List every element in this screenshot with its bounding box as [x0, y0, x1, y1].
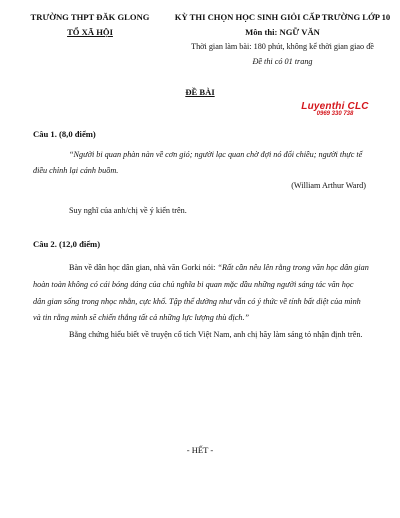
- question1-quote-line2: điều chỉnh lại cánh buồm.: [33, 166, 119, 175]
- question1-quote-line1: “Người bi quan phàn nàn về cơn gió; người lạc quan chờ đợi nó đổi chiều; người thực tế: [69, 150, 363, 159]
- question2-quote-start: “Rất cần nêu lên rằng trong văn học dân gian: [217, 263, 369, 272]
- exam-pages-note: Đề thi có 01 trang: [252, 57, 313, 66]
- exam-subject: Môn thi: NGỮ VĂN: [245, 27, 320, 37]
- question2-heading: Câu 2. (12,0 điểm): [33, 239, 101, 249]
- watermark-logo: [300, 101, 370, 117]
- exam-title: KỲ THI CHỌN HỌC SINH GIỎI CẤP TRƯỜNG LỚP 10: [174, 12, 391, 22]
- question2-quote-line4: và tin rằng mình sẽ chiến thắng tất cả những lực lượng thù địch.”: [33, 313, 250, 322]
- watermark-phone: 0969 330 738: [316, 111, 354, 117]
- question1-heading: Câu 1. (8,0 điểm): [33, 129, 96, 139]
- end-marker: - HẾT -: [186, 445, 214, 455]
- department-name: TỔ XÃ HỘI: [67, 27, 113, 37]
- question2-intro: Bàn về dân học dân gian, nhà văn Gorki nói:: [69, 263, 218, 272]
- watermark-name: Luyenthi CLC: [301, 101, 369, 112]
- question2-line1: [69, 263, 369, 272]
- question2-prompt: Bằng chứng hiểu biết về truyện cổ tích Việt Nam, anh chị hãy làm sáng tỏ nhận định trên.: [69, 330, 363, 339]
- school-name: TRƯỜNG THPT ĐĂK GLONG: [30, 12, 150, 22]
- question1-author: (William Arthur Ward): [291, 181, 366, 190]
- section-title: ĐỀ BÀI: [185, 87, 215, 97]
- question2-quote-line2: hoàn toàn không có cái bóng dáng của chủ nghĩa bi quan mặc dầu những người sáng tác văn học: [33, 280, 354, 289]
- question1-prompt: Suy nghĩ của anh/chị về ý kiến trên.: [69, 206, 187, 215]
- question2-quote-line3: dân gian sống trong nhọc nhằn, cực khổ. Tập thể dường như vẫn có ý thức về tính bất diệt của mình: [33, 297, 361, 306]
- exam-duration: Thời gian làm bài: 180 phút, không kể thời gian giao đề: [191, 42, 374, 51]
